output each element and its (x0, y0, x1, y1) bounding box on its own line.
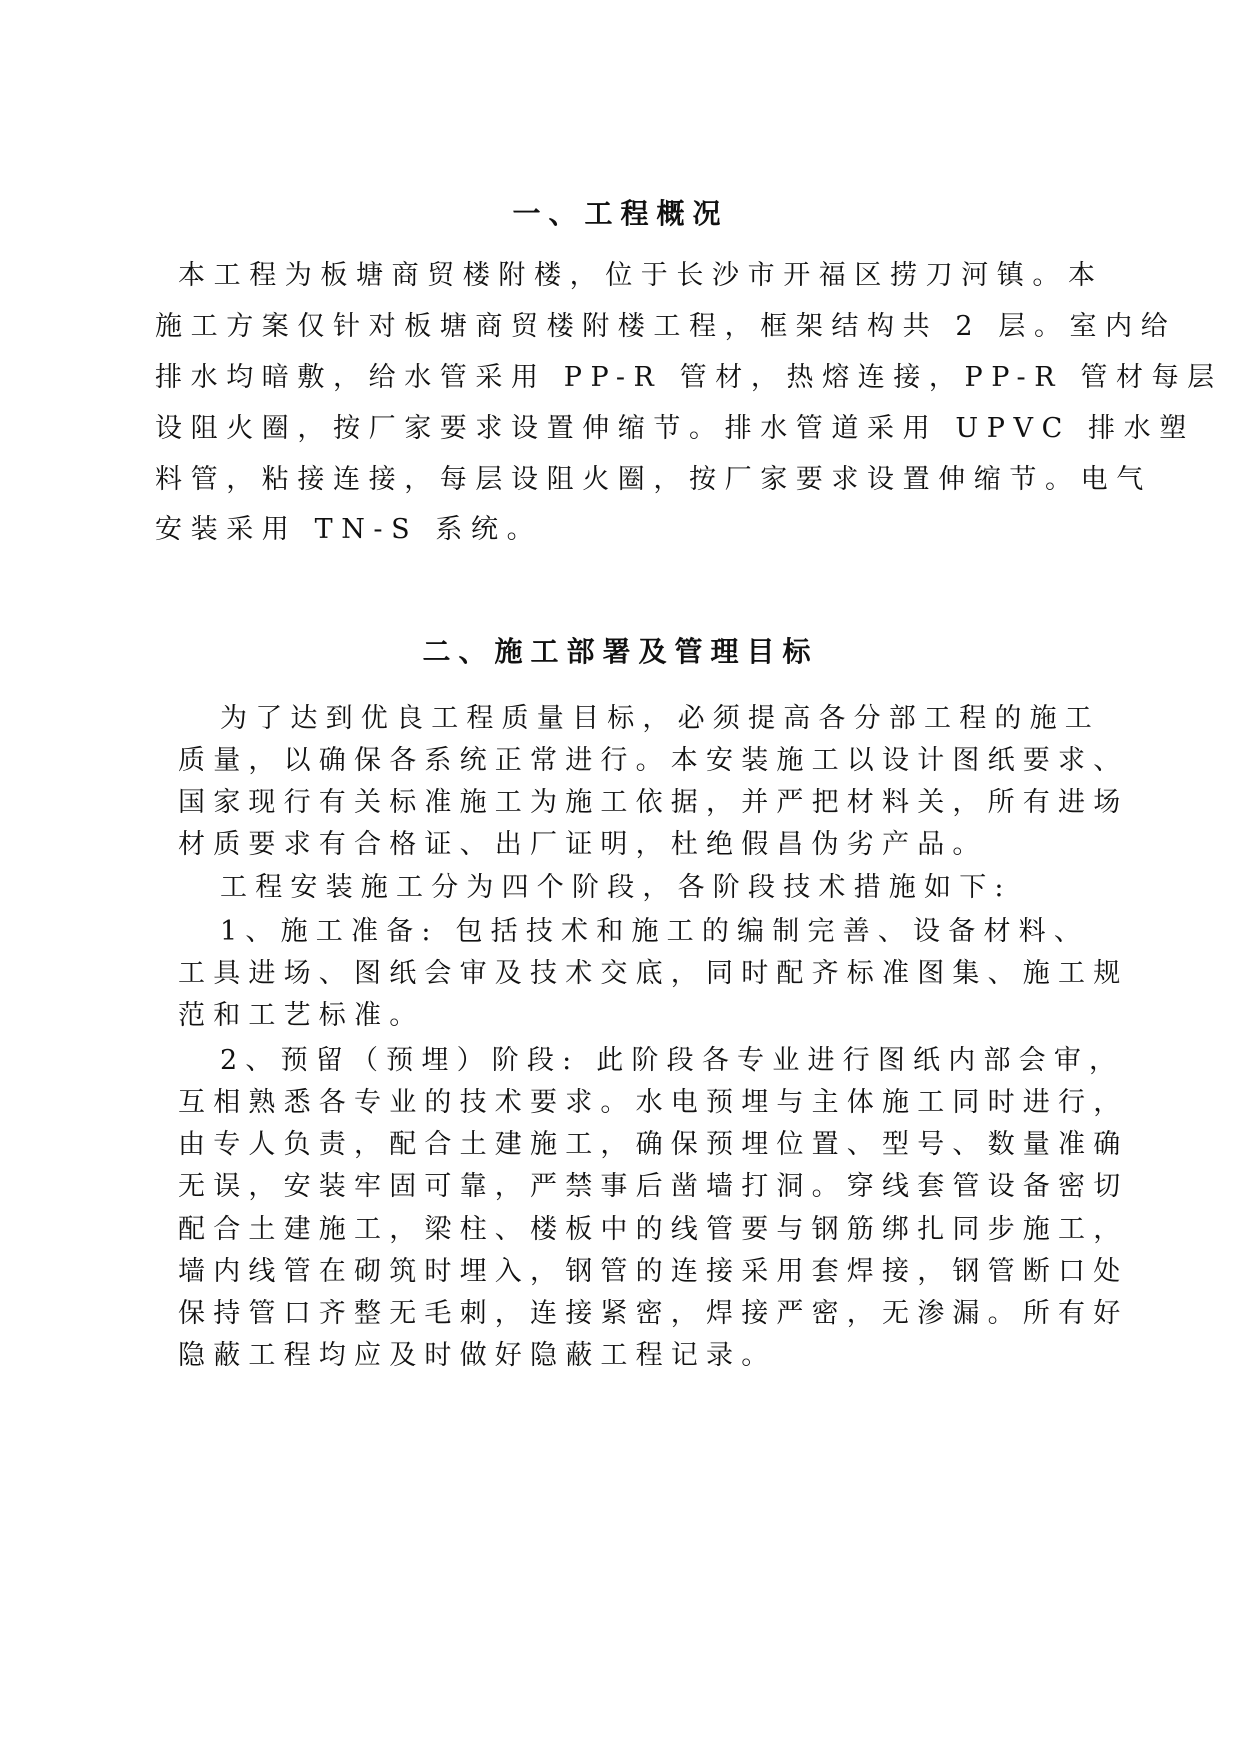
section-2-line: 保持管口齐整无毛刺，连接紧密，焊接严密，无渗漏。所有好 (178, 1298, 1129, 1329)
section-2-line: 质量，以确保各系统正常进行。本安装施工以设计图纸要求、 (178, 745, 1129, 776)
section-1-line: 安装采用 TN-S 系统。 (155, 514, 543, 545)
section-2-line: 2、预留（预埋）阶段: 此阶段各专业进行图纸内部会审， (220, 1045, 1125, 1076)
section-2-line: 由专人负责，配合土建施工，确保预埋位置、型号、数量准确 (178, 1129, 1129, 1160)
section-1-line: 料管，粘接连接，每层设阻火圈，按厂家要求设置伸缩节。电气 (155, 464, 1152, 495)
section-2-line: 1、施工准备: 包括技术和施工的编制完善、设备材料、 (220, 916, 1090, 947)
section-2-line: 范和工艺标准。 (178, 1000, 425, 1031)
section-2-line: 工程安装施工分为四个阶段，各阶段技术措施如下: (220, 872, 1012, 903)
section-2-line: 配合土建施工，梁柱、楼板中的线管要与钢筋绑扎同步施工， (178, 1214, 1129, 1245)
section-2-heading: 二、施工部署及管理目标 (422, 635, 819, 668)
section-1-line: 本工程为板塘商贸楼附楼，位于长沙市开福区捞刀河镇。本 (178, 260, 1104, 291)
section-2-line: 无误，安装牢固可靠，严禁事后凿墙打洞。穿线套管设备密切 (178, 1171, 1129, 1202)
section-2-line: 国家现行有关标准施工为施工依据，并严把材料关，所有进场 (178, 787, 1129, 818)
section-2-line: 隐蔽工程均应及时做好隐蔽工程记录。 (178, 1340, 777, 1371)
section-2-line: 互相熟悉各专业的技术要求。水电预埋与主体施工同时进行， (178, 1087, 1129, 1118)
section-1-heading: 一、工程概况 (512, 197, 729, 230)
section-1-line: 施工方案仅针对板塘商贸楼附楼工程，框架结构共 2 层。室内给 (155, 311, 1177, 342)
section-2-line: 材质要求有合格证、出厂证明，杜绝假昌伪劣产品。 (178, 829, 988, 860)
section-1-line: 设阻火圈，按厂家要求设置伸缩节。排水管道采用 UPVC 排水塑 (155, 413, 1195, 444)
section-1-line: 排水均暗敷，给水管采用 PP-R 管材，热熔连接，PP-R 管材每层 (155, 362, 1223, 393)
section-2-line: 为了达到优良工程质量目标，必须提高各分部工程的施工 (220, 703, 1100, 734)
section-2-line: 墙内线管在砌筑时埋入，钢管的连接采用套焊接，钢管断口处 (178, 1256, 1129, 1287)
section-2-line: 工具进场、图纸会审及技术交底，同时配齐标准图集、施工规 (178, 958, 1129, 989)
